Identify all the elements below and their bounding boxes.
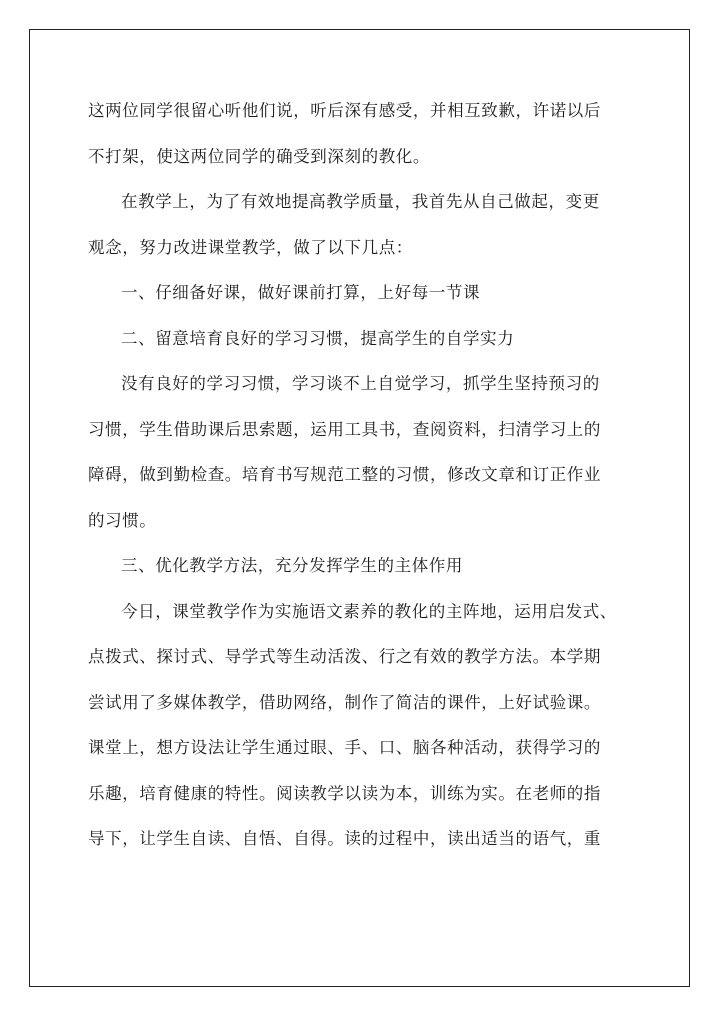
text-line-14 (88, 687, 636, 733)
text-line-4 (88, 232, 636, 278)
text-line-1 (88, 95, 636, 141)
text-line-7 (88, 368, 636, 414)
heading-1 (88, 277, 636, 323)
text-line-2-text: 不打架，使这两位同学的确受到深刻的教化。 (88, 146, 430, 166)
heading-1-text: 一、仔细备好课，做好课前打算，上好每一节课 (121, 283, 481, 302)
text-line-15 (88, 732, 636, 778)
text-line-9-text: 障碍，做到勤检查。培育书写规范工整的习惯，修改文章和订正作业 (88, 465, 601, 484)
text-line-17 (88, 823, 636, 869)
text-line-13 (88, 641, 636, 687)
text-line-17-text: 导下，让学生自读、自悟、自得。读的过程中，读出适当的语气，重 (88, 829, 601, 848)
text-line-8 (88, 414, 636, 460)
text-line-9 (88, 459, 636, 505)
text-line-2 (88, 141, 636, 187)
text-line-10 (88, 505, 636, 551)
heading-2 (88, 323, 636, 369)
text-line-15-text: 课堂上，想方设法让学生通过眼、手、口、脑各种活动，获得学习的 (88, 738, 601, 757)
text-line-4-text: 观念，努力改进课堂教学，做了以下几点： (88, 237, 413, 257)
text-line-1-text: 这两位同学很留心听他们说，听后深有感受，并相互致歉，许诺以后 (88, 101, 601, 120)
heading-3-text: 三、优化教学方法，充分发挥学生的主体作用 (121, 556, 463, 575)
text-line-16 (88, 778, 636, 824)
text-line-16-text: 乐趣，培育健康的特性。阅读教学以读为本，训练为实。在老师的指 (88, 783, 601, 803)
text-line-8-text: 习惯，学生借助课后思索题，运用工具书，查阅资料，扫清学习上的 (88, 419, 601, 439)
text-line-13-text: 点拨式、探讨式、导学式等生动活泼、行之有效的教学方法。本学期 (88, 647, 601, 666)
heading-2-text: 二、留意培育良好的学习习惯，提高学生的自学实力 (121, 328, 515, 348)
text-line-3-text: 在教学上，为了有效地提高教学质量，我首先从自己做起，变更 (121, 192, 600, 211)
text-line-12-text: 今日，课堂教学作为实施语文素养的教化的主阵地，运用启发式、 (121, 601, 617, 621)
text-line-12 (88, 596, 636, 642)
text-line-7-text: 没有良好的学习习惯，学习谈不上自觉学习，抓学生坚持预习的 (121, 374, 600, 393)
text-line-14-text: 尝试用了多媒体教学，借助网络，制作了简洁的课件，上好试验课。 (88, 692, 601, 712)
text-line-10-text: 的习惯。 (88, 510, 157, 530)
heading-3 (88, 550, 636, 596)
text-line-3 (88, 186, 636, 232)
document-body (88, 95, 636, 869)
